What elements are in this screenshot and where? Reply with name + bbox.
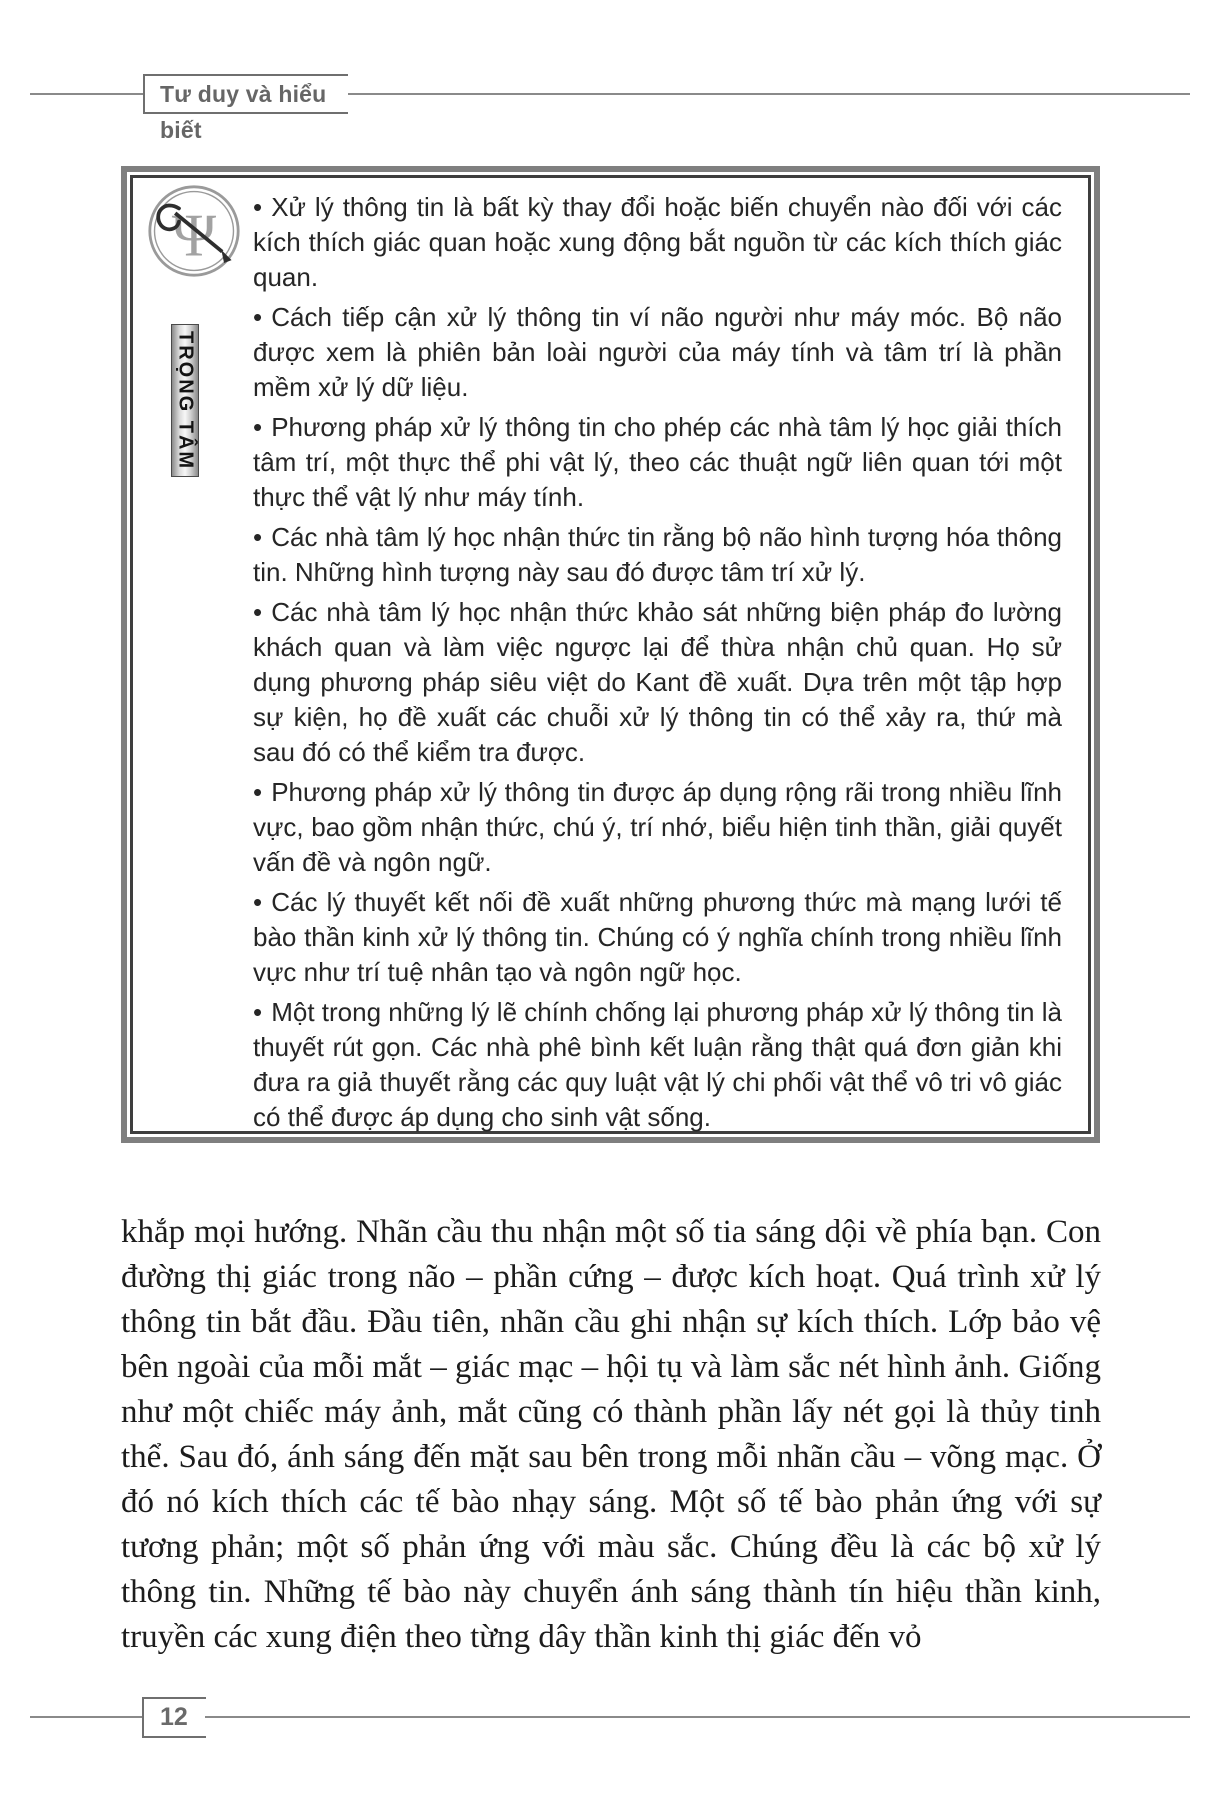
list-item-text: Phương pháp xử lý thông tin được áp dụng rộng rãi trong nhiều lĩnh vực, bao gồm nhận thức, chú ý, trí nhớ, biểu hiện tinh thần, giải quyết vấn đề và ngôn ngữ. xyxy=(253,777,1062,877)
highlight-box xyxy=(130,175,1091,1134)
psi-glyph: Ψ xyxy=(171,202,217,270)
list-item xyxy=(253,995,1062,1135)
bullet-icon: • xyxy=(253,777,263,807)
footer-rule-left xyxy=(30,1716,142,1718)
list-item xyxy=(253,300,1062,405)
running-head xyxy=(143,74,348,143)
list-item-text: Phương pháp xử lý thông tin cho phép các nhà tâm lý học giải thích tâm trí, một thực thể phi vật lý, theo các thuật ngữ liên quan tới một thực thể vật lý như máy tính. xyxy=(253,412,1062,512)
list-item-text: Các lý thuyết kết nối đề xuất những phương thức mà mạng lưới tế bào thần kinh xử lý thông tin. Chúng có ý nghĩa chính trong nhiều lĩnh vực như trí tuệ nhân tạo và ngôn ngữ học. xyxy=(253,887,1062,987)
list-item xyxy=(253,190,1062,295)
bullet-icon: • xyxy=(253,997,263,1027)
bullet-icon: • xyxy=(253,597,263,627)
header-rule-right xyxy=(348,93,1190,95)
list-item-text: Các nhà tâm lý học nhận thức tin rằng bộ não hình tượng hóa thông tin. Những hình tượng này sau đó được tâm trí xử lý. xyxy=(253,522,1062,587)
list-item-text: Một trong những lý lẽ chính chống lại phương pháp xử lý thông tin là thuyết rút gọn. Các nhà phê bình kết luận rằng thật quá đơn giản khi đưa ra giả thuyết rằng các quy luật vật lý chi phối vật thể vô tri vô giác có thể được áp dụng cho sinh vật sống. xyxy=(253,997,1062,1132)
bullet-icon: • xyxy=(253,412,263,442)
list-item xyxy=(253,520,1062,590)
psi-pen-icon xyxy=(147,184,241,278)
bullet-icon: • xyxy=(253,302,263,332)
bullet-icon: • xyxy=(253,887,263,917)
chapter-title: Tư duy và hiểu biết xyxy=(160,81,327,143)
list-item xyxy=(253,885,1062,990)
highlight-box-frame xyxy=(121,166,1100,1143)
key-points-list xyxy=(253,190,1062,1140)
list-item-text: Cách tiếp cận xử lý thông tin ví não người như máy móc. Bộ não được xem là phiên bản loài người của máy tính và tâm trí là phần mềm xử lý dữ liệu. xyxy=(253,302,1062,402)
sidebar-label: TRỌNG TÂM xyxy=(174,330,197,471)
body-paragraph: khắp mọi hướng. Nhãn cầu thu nhận một số tia sáng dội về phía bạn. Con đường thị giác trong não – phần cứng – được kích hoạt. Quá trình xử lý thông tin bắt đầu. Đầu tiên, nhãn cầu ghi nhận sự kích thích. Lớp bảo vệ bên ngoài của mỗi mắt – giác mạc – hội tụ và làm sắc nét hình ảnh. Giống như một chiếc máy ảnh, mắt cũng có thành phần lấy nét gọi là thủy tinh thể. Sau đó, ánh sáng đến mặt sau bên trong mỗi nhãn cầu – võng mạc. Ở đó nó kích thích các tế bào nhạy sáng. Một số tế bào phản ứng với sự tương phản; một số phản ứng với màu sắc. Chúng đều là các bộ xử lý thông tin. Những tế bào này chuyển ánh sáng thành tín hiệu thần kinh, truyền các xung điện theo từng dây thần kinh thị giác đến vỏ xyxy=(121,1214,1101,1655)
list-item xyxy=(253,410,1062,515)
footer-rule-right xyxy=(205,1716,1190,1718)
bullet-icon: • xyxy=(253,192,263,222)
page-number-box xyxy=(142,1697,206,1738)
header-rule-left xyxy=(30,93,143,95)
list-item xyxy=(253,595,1062,770)
sidebar-label-tab xyxy=(171,324,199,477)
list-item-text: Các nhà tâm lý học nhận thức khảo sát những biện pháp đo lường khách quan và làm việc ngược lại để thừa nhận chủ quan. Họ sử dụng phương pháp siêu việt do Kant đề xuất. Dựa trên một tập hợp sự kiện, họ đề xuất các chuỗi xử lý thông tin có thể xảy ra, thứ mà sau đó có thể kiểm tra được. xyxy=(253,597,1062,767)
page-number: 12 xyxy=(160,1703,188,1731)
body-text-block xyxy=(121,1210,1101,1660)
bullet-icon: • xyxy=(253,522,263,552)
list-item-text: Xử lý thông tin là bất kỳ thay đổi hoặc biến chuyển nào đối với các kích thích giác quan hoặc xung động bắt nguồn từ các kích thích giác quan. xyxy=(253,192,1062,292)
list-item xyxy=(253,775,1062,880)
